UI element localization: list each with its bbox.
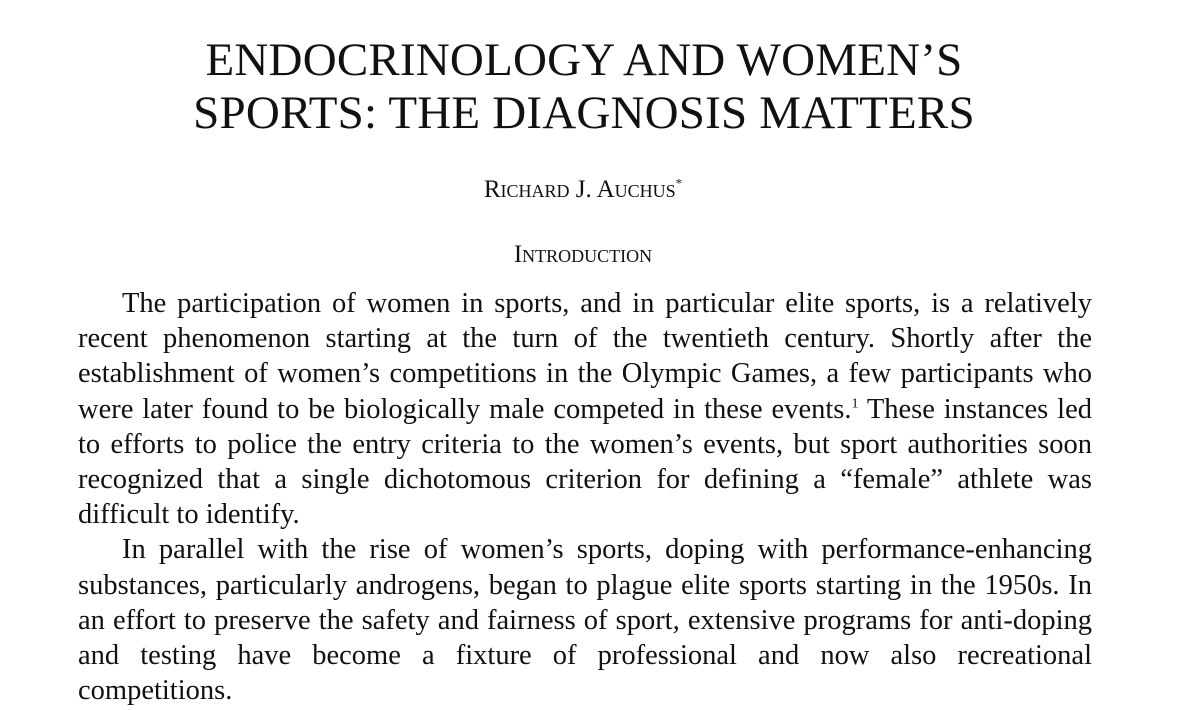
paragraph-1 [78,286,1092,532]
section-heading: Introduction [513,241,653,268]
footnote-reference-1: 1 [851,396,859,412]
article-title [0,34,1168,140]
author-footnote-mark: * [675,175,683,191]
article-body [78,286,1092,708]
paragraph-1-text-a: The participation of women in sports, and in particular elite sports, is a relatively recent phenomenon starting at the turn of the twentieth century. Shortly after the establishment of women’s competitions in the Olympic Games, a few participants who were later found to be biologically male competed in these events. [78,288,1092,425]
article-title-line-2: SPORTS: THE DIAGNOSIS MATTERS [193,87,975,139]
paragraph-2: In parallel with the rise of women’s sports, doping with performance-enhancing substances, particularly androgens, began to plague elite sports starting in the 1950s. In an effort to preserve the safety and fairness of sport, extensive programs for anti-doping and testing have become a fixture of professional and now also recreational competitions. [78,534,1092,707]
article-title-line-1: ENDOCRINOLOGY AND WOMEN’S [205,34,963,86]
author-line [0,176,1166,204]
paragraph-1-text-b: These instances led to efforts to police the entry criteria to the women’s events, but sport authorities soon recognized that a single dichotomous criterion for defining a “female” athlete was difficult to identify. [78,393,1092,531]
author-name: Richard J. Auchus [483,176,676,203]
